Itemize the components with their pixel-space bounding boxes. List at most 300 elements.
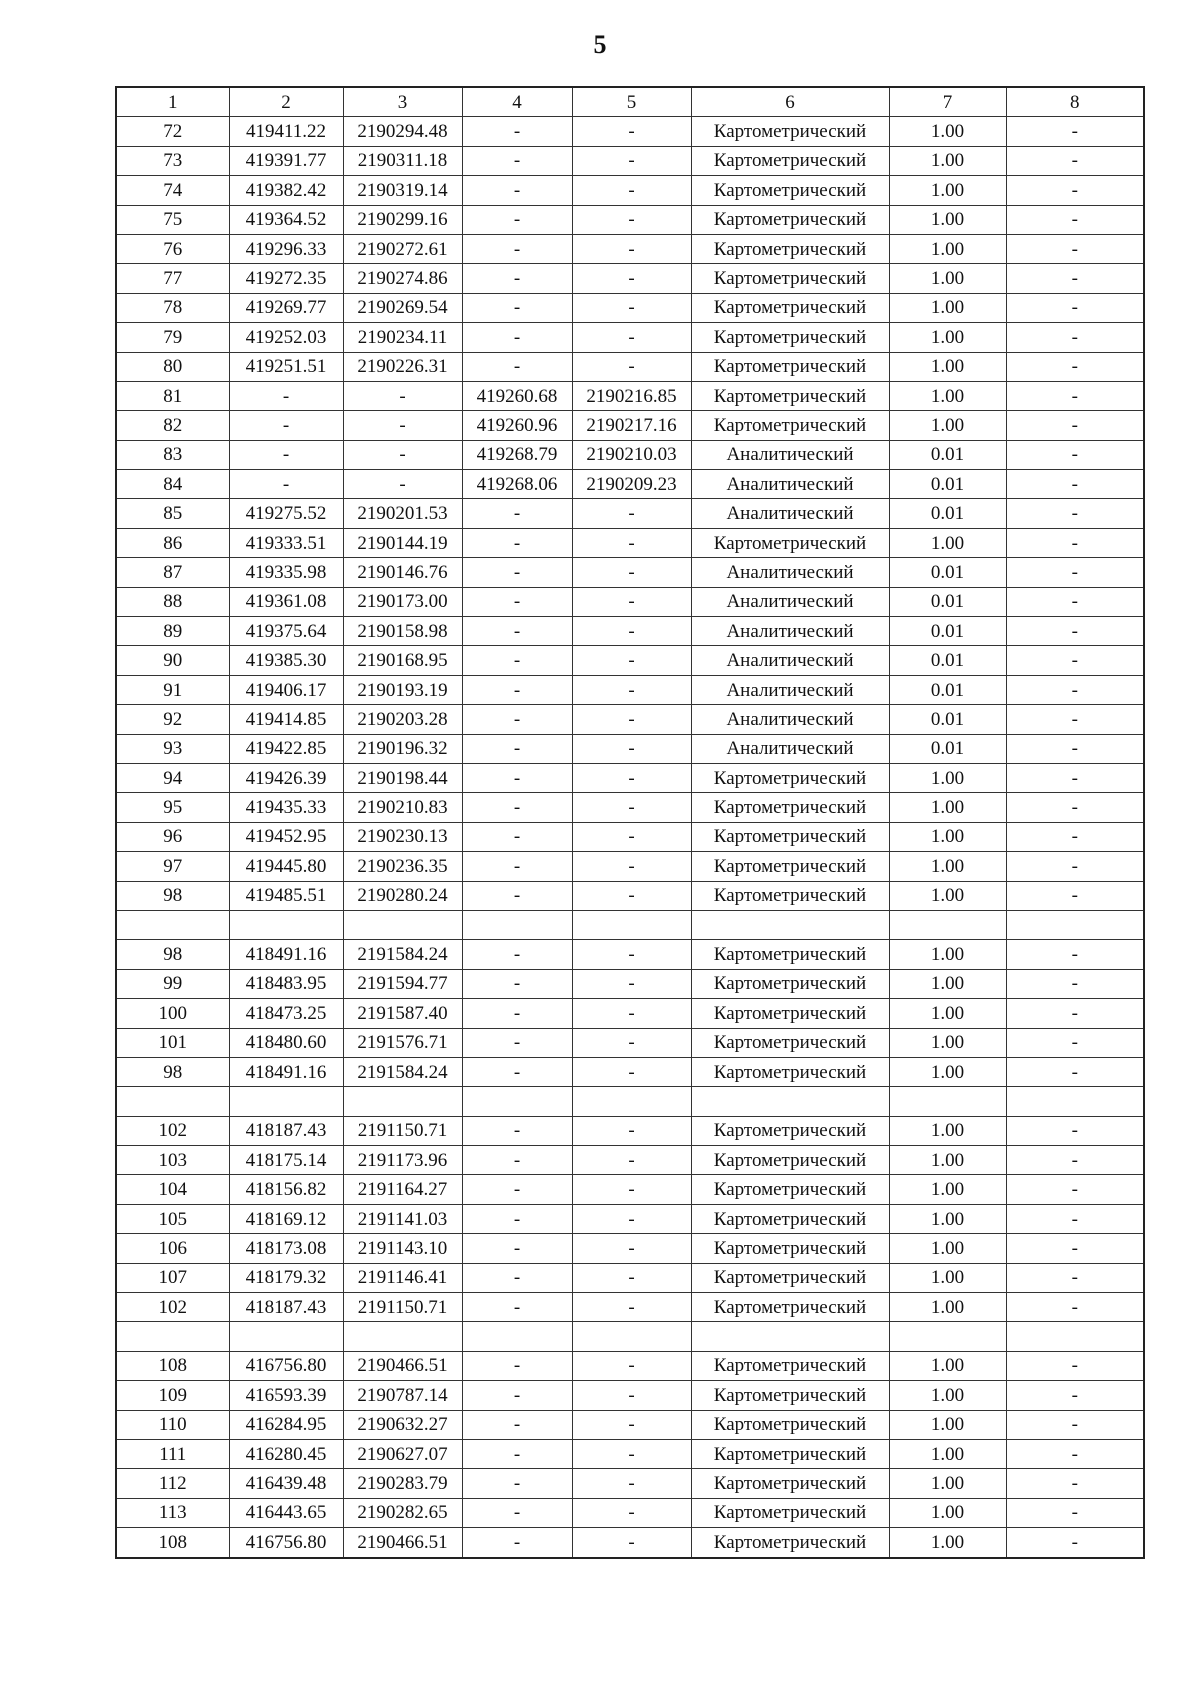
y-new-cell: [572, 910, 691, 939]
table-body: [116, 117, 1144, 1558]
y-new-cell: -: [572, 1263, 691, 1292]
point-number-cell: 95: [116, 793, 229, 822]
y-new-cell: -: [572, 293, 691, 322]
accuracy-cell: 1.00: [889, 323, 1006, 352]
accuracy-cell: 1.00: [889, 852, 1006, 881]
x-coord-cell: -: [229, 470, 343, 499]
x-new-cell: -: [462, 146, 572, 175]
accuracy-cell: 1.00: [889, 381, 1006, 410]
y-coord-cell: 2191594.77: [343, 969, 462, 998]
point-number-cell: 98: [116, 1057, 229, 1086]
x-coord-cell: 418175.14: [229, 1146, 343, 1175]
note-cell: -: [1006, 763, 1144, 792]
table-row: [116, 881, 1144, 910]
y-coord-cell: 2190201.53: [343, 499, 462, 528]
column-header: 1: [116, 87, 229, 117]
note-cell: -: [1006, 1410, 1144, 1439]
method-cell: Картометрический: [691, 1263, 889, 1292]
y-new-cell: -: [572, 881, 691, 910]
method-cell: Аналитический: [691, 617, 889, 646]
x-new-cell: -: [462, 1175, 572, 1204]
note-cell: -: [1006, 1351, 1144, 1380]
method-cell: Аналитический: [691, 499, 889, 528]
point-number-cell: 80: [116, 352, 229, 381]
table-row: [116, 205, 1144, 234]
y-new-cell: [572, 1322, 691, 1351]
note-cell: [1006, 1087, 1144, 1116]
y-coord-cell: 2190466.51: [343, 1528, 462, 1558]
method-cell: [691, 910, 889, 939]
method-cell: Картометрический: [691, 852, 889, 881]
y-new-cell: 2190217.16: [572, 411, 691, 440]
point-number-cell: 101: [116, 1028, 229, 1057]
y-coord-cell: 2191150.71: [343, 1293, 462, 1322]
y-new-cell: -: [572, 234, 691, 263]
note-cell: -: [1006, 117, 1144, 146]
y-coord-cell: 2191584.24: [343, 1057, 462, 1086]
note-cell: -: [1006, 587, 1144, 616]
note-cell: -: [1006, 999, 1144, 1028]
page-number: 5: [593, 30, 607, 59]
y-coord-cell: 2190230.13: [343, 822, 462, 851]
y-coord-cell: 2190632.27: [343, 1410, 462, 1439]
method-cell: Аналитический: [691, 470, 889, 499]
note-cell: -: [1006, 499, 1144, 528]
accuracy-cell: 0.01: [889, 587, 1006, 616]
method-cell: [691, 1087, 889, 1116]
method-cell: Картометрический: [691, 381, 889, 410]
point-number-cell: 103: [116, 1146, 229, 1175]
y-coord-cell: 2191584.24: [343, 940, 462, 969]
x-coord-cell: 419485.51: [229, 881, 343, 910]
x-coord-cell: 418491.16: [229, 1057, 343, 1086]
x-coord-cell: 416443.65: [229, 1498, 343, 1527]
y-coord-cell: 2190787.14: [343, 1381, 462, 1410]
point-number-cell: 82: [116, 411, 229, 440]
x-new-cell: -: [462, 1381, 572, 1410]
method-cell: Картометрический: [691, 411, 889, 440]
x-coord-cell: 419426.39: [229, 763, 343, 792]
y-coord-cell: 2191576.71: [343, 1028, 462, 1057]
table-row: [116, 969, 1144, 998]
method-cell: Аналитический: [691, 440, 889, 469]
x-coord-cell: 419272.35: [229, 264, 343, 293]
method-cell: Картометрический: [691, 1381, 889, 1410]
accuracy-cell: 1.00: [889, 1146, 1006, 1175]
accuracy-cell: 1.00: [889, 940, 1006, 969]
x-coord-cell: 418483.95: [229, 969, 343, 998]
method-cell: Картометрический: [691, 1293, 889, 1322]
y-coord-cell: 2190203.28: [343, 705, 462, 734]
accuracy-cell: 1.00: [889, 234, 1006, 263]
y-coord-cell: 2191150.71: [343, 1116, 462, 1145]
x-coord-cell: 419275.52: [229, 499, 343, 528]
method-cell: Картометрический: [691, 999, 889, 1028]
x-new-cell: -: [462, 1469, 572, 1498]
method-cell: Картометрический: [691, 1057, 889, 1086]
y-coord-cell: 2191587.40: [343, 999, 462, 1028]
x-new-cell: 419268.79: [462, 440, 572, 469]
table-row: [116, 1175, 1144, 1204]
note-cell: -: [1006, 1381, 1144, 1410]
method-cell: Картометрический: [691, 264, 889, 293]
table-row-blank: [116, 1322, 1144, 1351]
y-new-cell: 2190209.23: [572, 470, 691, 499]
y-coord-cell: -: [343, 440, 462, 469]
x-new-cell: -: [462, 1116, 572, 1145]
y-new-cell: -: [572, 1351, 691, 1380]
x-coord-cell: 419452.95: [229, 822, 343, 851]
point-number-cell: 81: [116, 381, 229, 410]
point-number-cell: 108: [116, 1528, 229, 1558]
note-cell: -: [1006, 205, 1144, 234]
x-coord-cell: 419269.77: [229, 293, 343, 322]
y-new-cell: -: [572, 1204, 691, 1233]
y-new-cell: -: [572, 969, 691, 998]
point-number-cell: 97: [116, 852, 229, 881]
table-row: [116, 1234, 1144, 1263]
x-new-cell: -: [462, 617, 572, 646]
table-row: [116, 646, 1144, 675]
y-new-cell: -: [572, 352, 691, 381]
note-cell: -: [1006, 1204, 1144, 1233]
y-coord-cell: 2190280.24: [343, 881, 462, 910]
x-coord-cell: 419335.98: [229, 558, 343, 587]
y-coord-cell: 2190274.86: [343, 264, 462, 293]
y-new-cell: -: [572, 1146, 691, 1175]
y-coord-cell: -: [343, 411, 462, 440]
x-new-cell: -: [462, 587, 572, 616]
accuracy-cell: 1.00: [889, 1498, 1006, 1527]
point-number-cell: 78: [116, 293, 229, 322]
accuracy-cell: 1.00: [889, 1528, 1006, 1558]
y-coord-cell: -: [343, 381, 462, 410]
x-new-cell: -: [462, 176, 572, 205]
point-number-cell: 110: [116, 1410, 229, 1439]
y-new-cell: 2190210.03: [572, 440, 691, 469]
method-cell: Картометрический: [691, 1498, 889, 1527]
y-coord-cell: 2190627.07: [343, 1439, 462, 1468]
accuracy-cell: 0.01: [889, 440, 1006, 469]
method-cell: Аналитический: [691, 646, 889, 675]
note-cell: -: [1006, 323, 1144, 352]
x-new-cell: -: [462, 705, 572, 734]
table-row: [116, 822, 1144, 851]
point-number-cell: 113: [116, 1498, 229, 1527]
method-cell: Картометрический: [691, 323, 889, 352]
method-cell: [691, 1322, 889, 1351]
y-coord-cell: 2190269.54: [343, 293, 462, 322]
x-coord-cell: 419252.03: [229, 323, 343, 352]
point-number-cell: [116, 910, 229, 939]
y-new-cell: -: [572, 1410, 691, 1439]
point-number-cell: 84: [116, 470, 229, 499]
accuracy-cell: 1.00: [889, 1234, 1006, 1263]
column-header: 6: [691, 87, 889, 117]
x-new-cell: -: [462, 528, 572, 557]
method-cell: Картометрический: [691, 293, 889, 322]
y-coord-cell: 2190226.31: [343, 352, 462, 381]
table-row: [116, 1116, 1144, 1145]
note-cell: -: [1006, 440, 1144, 469]
table-row: [116, 1351, 1144, 1380]
y-coord-cell: 2190294.48: [343, 117, 462, 146]
note-cell: -: [1006, 793, 1144, 822]
column-header: 7: [889, 87, 1006, 117]
table-row: [116, 1057, 1144, 1086]
y-new-cell: -: [572, 499, 691, 528]
method-cell: Картометрический: [691, 528, 889, 557]
accuracy-cell: 1.00: [889, 1204, 1006, 1233]
method-cell: Картометрический: [691, 1204, 889, 1233]
table-row: [116, 264, 1144, 293]
x-new-cell: -: [462, 881, 572, 910]
method-cell: Картометрический: [691, 176, 889, 205]
y-new-cell: -: [572, 264, 691, 293]
accuracy-cell: 1.00: [889, 117, 1006, 146]
y-coord-cell: 2190272.61: [343, 234, 462, 263]
x-new-cell: -: [462, 1498, 572, 1527]
accuracy-cell: 1.00: [889, 352, 1006, 381]
method-cell: Картометрический: [691, 1351, 889, 1380]
x-coord-cell: 419406.17: [229, 675, 343, 704]
y-coord-cell: 2190144.19: [343, 528, 462, 557]
y-coord-cell: 2190210.83: [343, 793, 462, 822]
note-cell: -: [1006, 1293, 1144, 1322]
table-row: [116, 440, 1144, 469]
method-cell: Аналитический: [691, 587, 889, 616]
x-new-cell: -: [462, 1351, 572, 1380]
method-cell: Аналитический: [691, 705, 889, 734]
x-coord-cell: 416756.80: [229, 1528, 343, 1558]
y-coord-cell: 2190168.95: [343, 646, 462, 675]
accuracy-cell: 1.00: [889, 1116, 1006, 1145]
note-cell: -: [1006, 176, 1144, 205]
note-cell: -: [1006, 1175, 1144, 1204]
point-number-cell: 87: [116, 558, 229, 587]
point-number-cell: 94: [116, 763, 229, 792]
point-number-cell: 99: [116, 969, 229, 998]
x-coord-cell: 419364.52: [229, 205, 343, 234]
x-new-cell: -: [462, 293, 572, 322]
method-cell: Картометрический: [691, 881, 889, 910]
note-cell: -: [1006, 411, 1144, 440]
point-number-cell: 112: [116, 1469, 229, 1498]
table-row: [116, 352, 1144, 381]
x-coord-cell: 419435.33: [229, 793, 343, 822]
y-coord-cell: 2191173.96: [343, 1146, 462, 1175]
note-cell: -: [1006, 940, 1144, 969]
y-new-cell: -: [572, 793, 691, 822]
y-new-cell: -: [572, 1381, 691, 1410]
table-row: [116, 499, 1144, 528]
x-coord-cell: 416439.48: [229, 1469, 343, 1498]
accuracy-cell: 0.01: [889, 558, 1006, 587]
method-cell: Картометрический: [691, 1469, 889, 1498]
point-number-cell: 105: [116, 1204, 229, 1233]
y-new-cell: -: [572, 852, 691, 881]
table-row: [116, 1146, 1144, 1175]
x-coord-cell: -: [229, 381, 343, 410]
y-new-cell: -: [572, 822, 691, 851]
accuracy-cell: 1.00: [889, 176, 1006, 205]
x-new-cell: -: [462, 234, 572, 263]
x-coord-cell: -: [229, 440, 343, 469]
note-cell: -: [1006, 1439, 1144, 1468]
x-new-cell: -: [462, 264, 572, 293]
y-new-cell: -: [572, 205, 691, 234]
column-header: 4: [462, 87, 572, 117]
accuracy-cell: 0.01: [889, 675, 1006, 704]
x-coord-cell: 419251.51: [229, 352, 343, 381]
point-number-cell: 73: [116, 146, 229, 175]
method-cell: Аналитический: [691, 675, 889, 704]
method-cell: Картометрический: [691, 1410, 889, 1439]
x-new-cell: -: [462, 940, 572, 969]
x-new-cell: -: [462, 117, 572, 146]
method-cell: Картометрический: [691, 1146, 889, 1175]
y-new-cell: -: [572, 1028, 691, 1057]
method-cell: Картометрический: [691, 1528, 889, 1558]
table-row: [116, 381, 1144, 410]
accuracy-cell: [889, 1322, 1006, 1351]
x-new-cell: -: [462, 1204, 572, 1233]
accuracy-cell: 1.00: [889, 969, 1006, 998]
accuracy-cell: 1.00: [889, 881, 1006, 910]
note-cell: -: [1006, 1528, 1144, 1558]
x-coord-cell: 418480.60: [229, 1028, 343, 1057]
accuracy-cell: 1.00: [889, 1057, 1006, 1086]
accuracy-cell: 1.00: [889, 763, 1006, 792]
note-cell: -: [1006, 617, 1144, 646]
table-header-row: [116, 87, 1144, 117]
accuracy-cell: 1.00: [889, 1381, 1006, 1410]
table-row: [116, 146, 1144, 175]
method-cell: Картометрический: [691, 352, 889, 381]
point-number-cell: [116, 1322, 229, 1351]
y-coord-cell: 2190158.98: [343, 617, 462, 646]
note-cell: -: [1006, 705, 1144, 734]
column-header: 3: [343, 87, 462, 117]
y-new-cell: [572, 1087, 691, 1116]
x-new-cell: -: [462, 499, 572, 528]
point-number-cell: 100: [116, 999, 229, 1028]
x-new-cell: -: [462, 1410, 572, 1439]
point-number-cell: 111: [116, 1439, 229, 1468]
method-cell: Картометрический: [691, 1116, 889, 1145]
x-new-cell: [462, 910, 572, 939]
y-new-cell: -: [572, 646, 691, 675]
y-new-cell: -: [572, 1175, 691, 1204]
note-cell: -: [1006, 852, 1144, 881]
x-new-cell: -: [462, 793, 572, 822]
y-coord-cell: [343, 1087, 462, 1116]
table-row: [116, 1028, 1144, 1057]
note-cell: -: [1006, 675, 1144, 704]
x-new-cell: [462, 1087, 572, 1116]
y-new-cell: -: [572, 1057, 691, 1086]
method-cell: Картометрический: [691, 940, 889, 969]
accuracy-cell: 1.00: [889, 1263, 1006, 1292]
accuracy-cell: 0.01: [889, 705, 1006, 734]
note-cell: -: [1006, 1057, 1144, 1086]
accuracy-cell: [889, 910, 1006, 939]
accuracy-cell: 1.00: [889, 411, 1006, 440]
note-cell: -: [1006, 293, 1144, 322]
point-number-cell: 86: [116, 528, 229, 557]
note-cell: -: [1006, 822, 1144, 851]
table-row: [116, 852, 1144, 881]
point-number-cell: 108: [116, 1351, 229, 1380]
x-coord-cell: -: [229, 411, 343, 440]
note-cell: -: [1006, 381, 1144, 410]
accuracy-cell: [889, 1087, 1006, 1116]
y-new-cell: -: [572, 587, 691, 616]
x-new-cell: -: [462, 1263, 572, 1292]
y-coord-cell: 2190299.16: [343, 205, 462, 234]
note-cell: -: [1006, 1116, 1144, 1145]
point-number-cell: 98: [116, 940, 229, 969]
x-new-cell: -: [462, 352, 572, 381]
table-row: [116, 1381, 1144, 1410]
x-new-cell: -: [462, 763, 572, 792]
x-coord-cell: 419382.42: [229, 176, 343, 205]
x-new-cell: -: [462, 675, 572, 704]
point-number-cell: 72: [116, 117, 229, 146]
y-new-cell: -: [572, 528, 691, 557]
x-new-cell: 419268.06: [462, 470, 572, 499]
point-number-cell: 79: [116, 323, 229, 352]
y-new-cell: -: [572, 1439, 691, 1468]
x-coord-cell: 419375.64: [229, 617, 343, 646]
x-coord-cell: [229, 910, 343, 939]
method-cell: Картометрический: [691, 117, 889, 146]
x-coord-cell: 419414.85: [229, 705, 343, 734]
x-new-cell: -: [462, 1234, 572, 1263]
y-new-cell: -: [572, 1528, 691, 1558]
y-new-cell: -: [572, 323, 691, 352]
point-number-cell: 92: [116, 705, 229, 734]
y-new-cell: -: [572, 999, 691, 1028]
table-row: [116, 558, 1144, 587]
point-number-cell: 93: [116, 734, 229, 763]
x-coord-cell: 418187.43: [229, 1116, 343, 1145]
x-new-cell: 419260.96: [462, 411, 572, 440]
note-cell: -: [1006, 146, 1144, 175]
table-row: [116, 1263, 1144, 1292]
x-new-cell: -: [462, 646, 572, 675]
note-cell: -: [1006, 1234, 1144, 1263]
table-row: [116, 1439, 1144, 1468]
x-coord-cell: 419296.33: [229, 234, 343, 263]
x-new-cell: -: [462, 1146, 572, 1175]
point-number-cell: 75: [116, 205, 229, 234]
note-cell: -: [1006, 1498, 1144, 1527]
accuracy-cell: 1.00: [889, 1293, 1006, 1322]
y-coord-cell: 2190196.32: [343, 734, 462, 763]
x-coord-cell: [229, 1087, 343, 1116]
note-cell: -: [1006, 234, 1144, 263]
point-number-cell: 109: [116, 1381, 229, 1410]
accuracy-cell: 1.00: [889, 1439, 1006, 1468]
table-row: [116, 323, 1144, 352]
x-new-cell: -: [462, 1439, 572, 1468]
table-row: [116, 470, 1144, 499]
y-new-cell: -: [572, 675, 691, 704]
y-coord-cell: 2191164.27: [343, 1175, 462, 1204]
note-cell: -: [1006, 1146, 1144, 1175]
table-row: [116, 528, 1144, 557]
